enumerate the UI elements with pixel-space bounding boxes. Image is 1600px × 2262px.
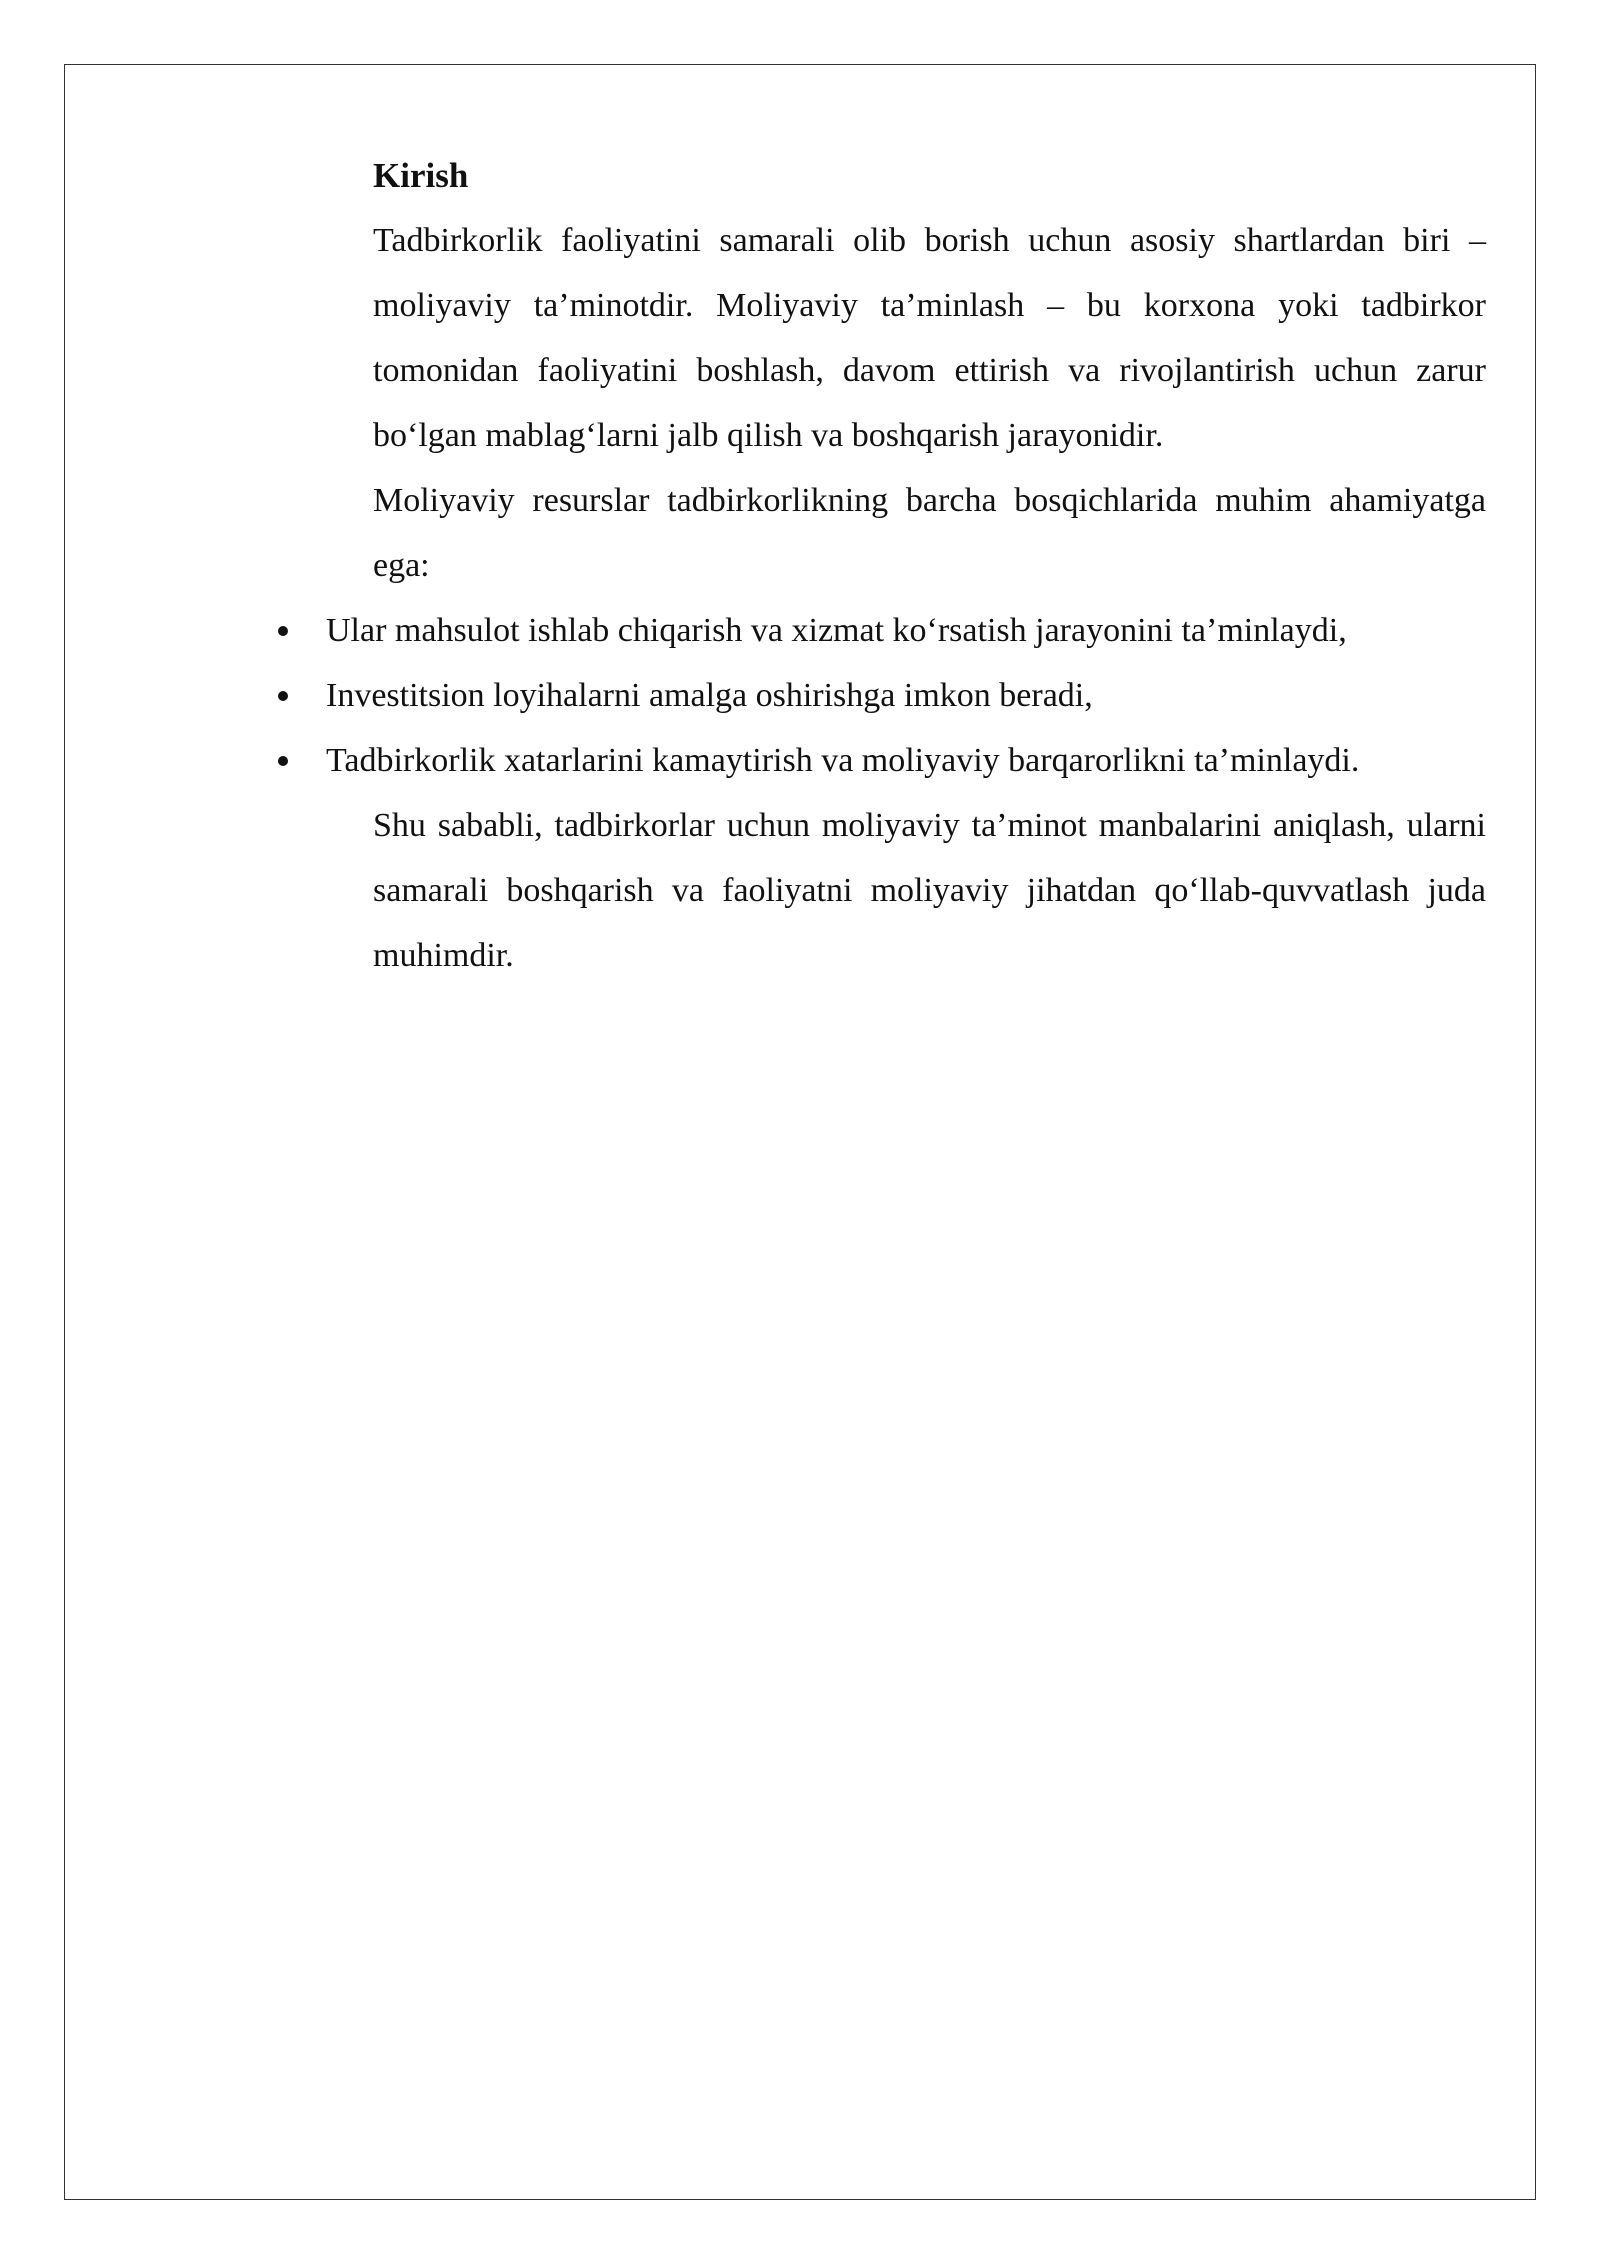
- list-item-text: Tadbirkorlik xatarlarini kamaytirish va moliyaviy barqarorlikni ta’minlaydi.: [326, 742, 1360, 779]
- intro-paragraph: Tadbirkorlik faoliyatini samarali olib borish uchun asosiy shartlardan biri – moliyaviy ta’minotdir. Moliyaviy ta’minlash – bu korxona yoki tadbirkor tomonidan faoliyatini boshlash, davom ettirish va rivojlantirish uchun zarur bo‘lgan mablag‘larni jalb qilish va boshqarish jarayonidir.: [373, 222, 1486, 454]
- bullet-icon: [278, 756, 288, 766]
- list-item: [0, 728, 1500, 793]
- list-item: [0, 663, 1500, 728]
- list-item-text: Ular mahsulot ishlab chiqarish va xizmat ko‘rsatish jarayonini ta’minlaydi,: [326, 612, 1347, 649]
- bullet-icon: [278, 691, 288, 701]
- resources-paragraph: Moliyaviy resurslar tadbirkorlikning barcha bosqichlarida muhim ahamiyatga ega:: [373, 482, 1486, 584]
- list-item: [0, 598, 1500, 663]
- section-heading: Kirish: [373, 156, 469, 195]
- closing-paragraph: Shu sababli, tadbirkorlar uchun moliyaviy ta’minot manbalarini aniqlash, ularni samarali boshqarish va faoliyatni moliyaviy jihatdan qo‘llab-quvvatlash juda muhimdir.: [373, 807, 1486, 974]
- bullet-icon: [278, 626, 288, 636]
- list-item-text: Investitsion loyihalarni amalga oshirishga imkon beradi,: [326, 677, 1093, 714]
